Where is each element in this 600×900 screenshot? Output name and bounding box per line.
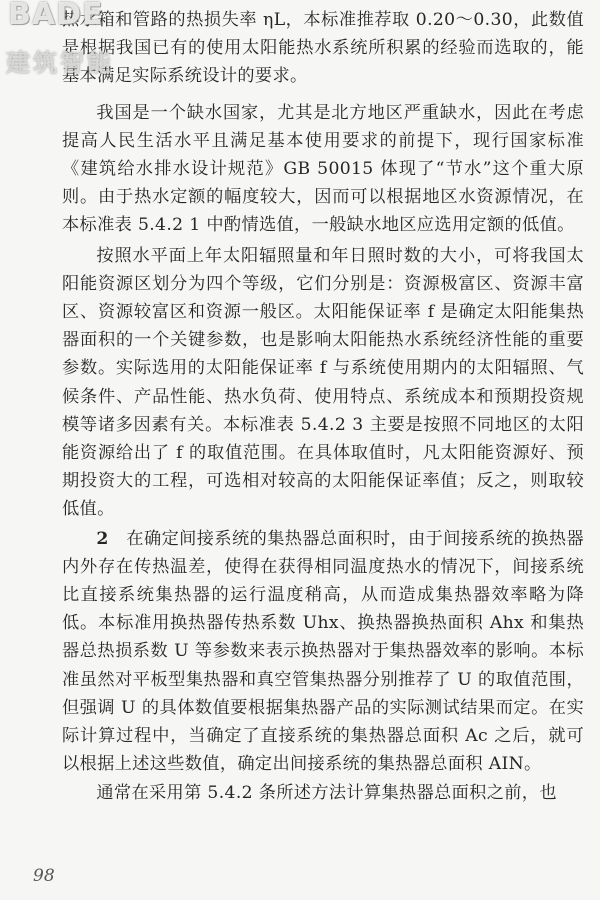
paragraph-water-saving: 我国是一个缺水国家，尤其是北方地区严重缺水，因此在考虑提高人民生活水平且满足基本使用要求的前提下，现行国家标准《建筑给水排水设计规范》GB 50015 体现了“节水”这个重大原则。由于热水定额的幅度较大，因而可以根据地区水资源情况，在本标准表 5.4.2 1 中酌情选值，一般缺水地区应选用定额的低值。 <box>62 102 584 236</box>
paragraph-calculation: 通常在采用第 5.4.2 条所述方法计算集热器总面积之前，也 <box>96 783 557 804</box>
body-text <box>62 6 584 809</box>
page-number: 98 <box>33 866 55 886</box>
item-number: 2 <box>96 528 109 549</box>
watermark-logo: BADE <box>8 0 104 32</box>
watermark-subtitle: 建筑智能 <box>6 49 114 77</box>
paragraph-indirect-system <box>62 525 584 779</box>
paragraph-solar-resource: 按照水平面上年太阳辐照量和年日照时数的大小，可将我国太阳能资源区划分为四个等级，它们分别是：资源极富区、资源丰富区、资源较富区和资源一般区。太阳能保证率 f 是确定太阳能集热器面积的一个关键参数，也是影响太阳能热水系统经济性能的重要参数。实际选用的太阳能保证率 f 与系统使用期内的太阳辐照、气候条件、产品性能、热水负荷、使用特点、系统成本和预期投资规模等诸多因素有关。本标准表 5.4.2 3 主要是按照不同地区的太阳能资源给出了 f 的取值范围。在具体取值时，凡太阳能资源好、预期投资大的工程，可选相对较高的太阳能保证率值；反之，则取较低值。 <box>62 245 584 520</box>
paragraph-continuation: 热水箱和管路的热损失率 ηL，本标准推荐取 0.20～0.30，此数值是根据我国已有的使用太阳能热水系统所积累的经验而选取的，能基本满足实际系统设计的要求。 <box>62 10 584 87</box>
paragraph-indirect-system-text: 在确定间接系统的集热器总面积时，由于间接系统的换热器内外存在传热温差，使得在获得相同温度热水的情况下，间接系统比直接系统集热器的运行温度稍高，从而造成集热器效率略为降低。本标准用换热器传热系数 Uhx、换热器换热面积 Ahx 和集热器总热损系数 U 等参数来表示换热器对于集热器效率的影响。本标准虽然对平板型集热器和真空管集热器分别推荐了 U 的取值范围，但强调 U 的具体数值要根据集热器产品的实际测试结果而定。在实际计算过程中，当确定了直接系统的集热器总面积 Ac 之后，就可以根据上述这些数值，确定出间接系统的集热器总面积 AIN。 <box>62 528 584 775</box>
